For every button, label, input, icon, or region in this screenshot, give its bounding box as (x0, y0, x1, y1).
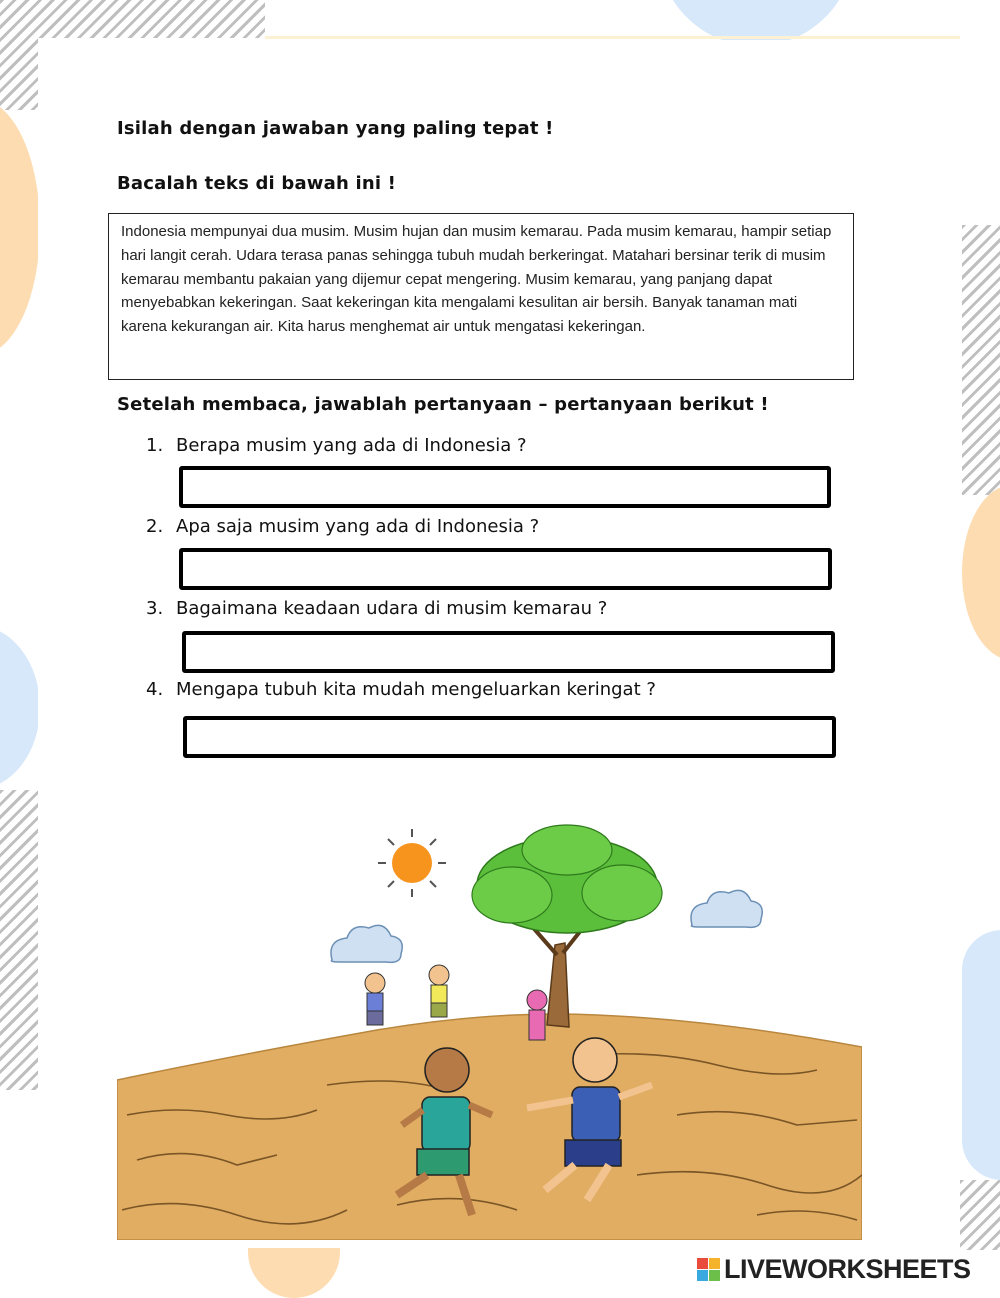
cracked-soil (117, 1014, 862, 1240)
question-text: Mengapa tubuh kita mudah mengeluarkan keringat ? (176, 679, 656, 700)
answer-input-4[interactable] (183, 716, 836, 758)
decor-blue-left (0, 625, 40, 790)
question-2 (146, 516, 539, 537)
child-figure (429, 965, 449, 1017)
decor-yellow-line-top (265, 36, 960, 39)
question-text: Bagaimana keadaan udara di musim kemarau ? (176, 598, 608, 619)
answer-input-2[interactable] (179, 548, 832, 590)
decor-stripes-right-upper (962, 225, 1000, 495)
logo-text: LIVEWORKSHEETS (724, 1253, 971, 1284)
reading-passage: Indonesia mempunyai dua musim. Musim hujan dan musim kemarau. Pada musim kemarau, hampir setiap hari langit cerah. Udara terasa panas sehingga tubuh mudah berkeringat. Matahari bersinar terik di musim kemarau membantu pakaian yang dijemur cepat mengering. Musim kemarau, yang panjang dapat menyebabkan kekeringan. Saat kekeringan kita mengalami kesulitan air bersih. Banyak tanaman mati karena kekurangan air. Kita harus menghemat air untuk mengatasi kekeringan. (108, 213, 854, 380)
dry-season-illustration (117, 815, 862, 1240)
question-1 (146, 435, 527, 456)
cloud-icon (691, 890, 762, 927)
question-number: 3. (146, 598, 164, 619)
question-4 (146, 679, 656, 700)
question-text: Apa saja musim yang ada di Indonesia ? (176, 516, 540, 537)
question-text: Berapa musim yang ada di Indonesia ? (176, 435, 527, 456)
decor-stripes-top-left (0, 0, 265, 38)
instruction-heading: Isilah dengan jawaban yang paling tepat ! (117, 118, 554, 139)
child-figure (365, 973, 385, 1025)
decor-stripes-left-lower (0, 790, 38, 1090)
liveworksheets-logo (697, 1252, 971, 1286)
reading-heading: Bacalah teks di bawah ini ! (117, 173, 397, 194)
answer-input-1[interactable] (179, 466, 831, 508)
decor-stripes-right-lower (960, 1180, 1000, 1250)
question-number: 2. (146, 516, 164, 537)
logo-mark-icon (697, 1258, 720, 1281)
tree-icon (472, 825, 662, 1027)
cloud-icon (331, 925, 402, 962)
questions-heading: Setelah membaca, jawablah pertanyaan – pertanyaan berikut ! (117, 394, 769, 415)
question-number: 4. (146, 679, 164, 700)
child-figure (527, 990, 547, 1040)
sun-icon (378, 829, 446, 897)
question-3 (146, 598, 607, 619)
decor-orange-left (0, 100, 40, 355)
decor-orange-right (962, 485, 1000, 660)
answer-input-3[interactable] (182, 631, 835, 673)
question-number: 1. (146, 435, 164, 456)
decor-blue-right (962, 930, 1000, 1180)
decor-stripes-left-upper (0, 0, 38, 110)
